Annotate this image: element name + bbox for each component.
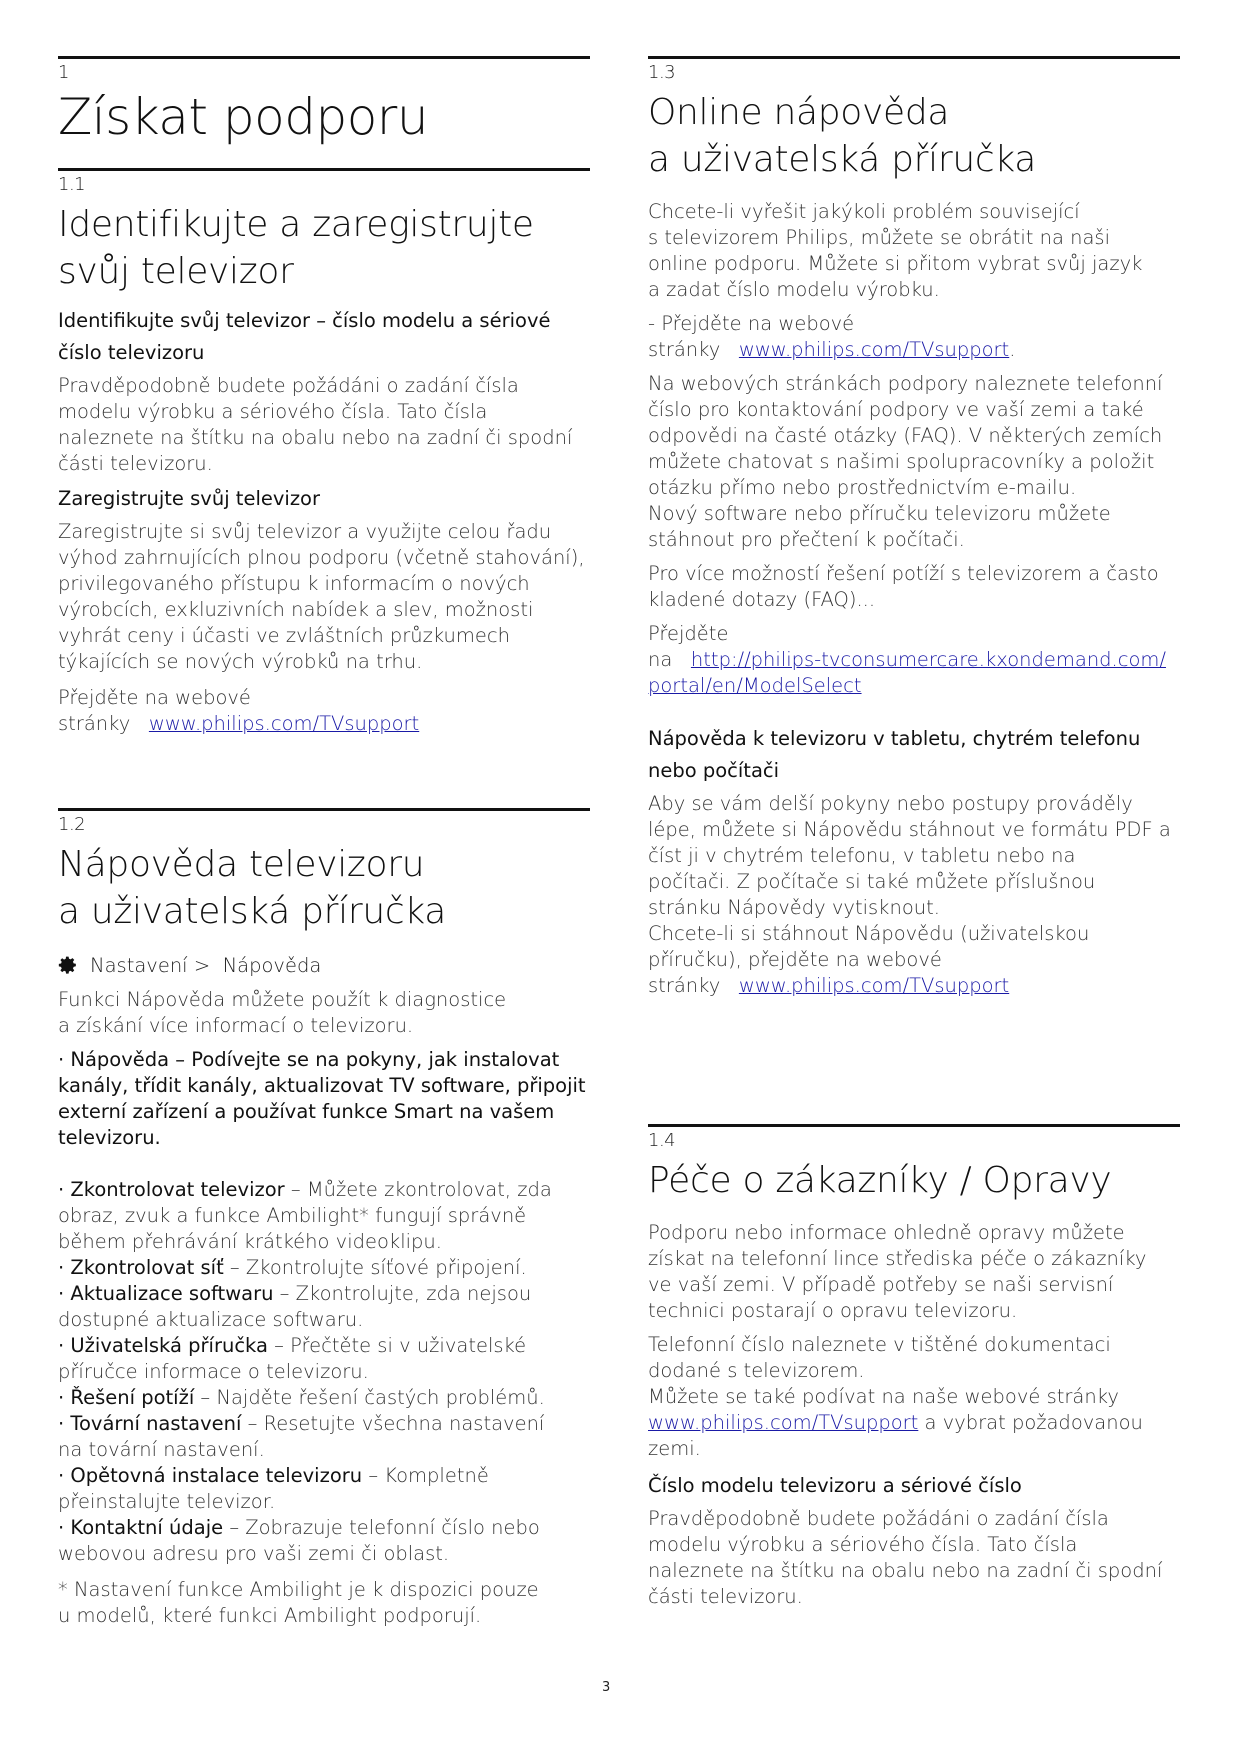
- section-title-line: a uživatelská příručka: [648, 139, 1037, 180]
- item-term: Opětovná instalace televizoru: [70, 1464, 363, 1487]
- text-line: externí zařízení a používat funkce Smart na vašem: [58, 1100, 555, 1123]
- paragraph-phone: [648, 1332, 1180, 1462]
- text-line: [648, 647, 1180, 673]
- list-item: · Tovární nastavení – Resetujte všechna nastavení na tovární nastavení.: [58, 1411, 590, 1463]
- item-term: Zkontrolovat síť: [70, 1256, 224, 1279]
- help-feature-list: [58, 1177, 590, 1567]
- text-line: vyhrát ceny i účasti ve zvláštních průzkumech: [58, 624, 510, 647]
- text-line: [648, 673, 1180, 699]
- item-term: Řešení potíží: [70, 1386, 195, 1409]
- text-line: modelu výrobku a sériového čísla. Tato čísla: [648, 1533, 1078, 1556]
- paragraph-pdf: [648, 791, 1180, 999]
- text-line: a získání více informací o televizoru.: [58, 1014, 414, 1037]
- section-title-line: a uživatelská příručka: [58, 891, 447, 932]
- section-number: 1.4: [648, 1130, 676, 1151]
- list-item-napoveda: [58, 1047, 590, 1151]
- text-line: Zaregistrujte si svůj televizor a využijte celou řadu: [58, 520, 552, 543]
- section-rule: [648, 1124, 1180, 1127]
- tvsupport-link[interactable]: www.philips.com/TVsupport: [738, 338, 1010, 361]
- text-line: Telefonní číslo naleznete v tištěné dokumentaci: [648, 1333, 1111, 1356]
- text-line: dodané s televizorem.: [648, 1359, 865, 1382]
- subheading-register: Zaregistrujte svůj televizor: [58, 487, 321, 510]
- item-desc: – Resetujte všechna nastavení: [241, 1412, 545, 1435]
- subheading-line: Identifikujte svůj televizor – číslo modelu a sériové: [58, 309, 551, 332]
- text-line: stáhnout pro přečtení k počítači.: [648, 528, 965, 551]
- text-line: modelu výrobku a sériového čísla. Tato čísla: [58, 400, 488, 423]
- text-line: [648, 973, 1180, 999]
- text-line: Funkci Nápověda můžete použít k diagnostice: [58, 988, 507, 1011]
- text-line: týkajících se nových výrobků na trhu.: [58, 650, 423, 673]
- consumercare-link[interactable]: http://philips-tvconsumercare.kxondemand.com/: [690, 648, 1166, 671]
- link-prefix: stránky: [58, 712, 131, 735]
- text-line: [648, 337, 1180, 363]
- section-title-line: Nápověda televizoru: [58, 844, 425, 885]
- text-line: Můžete se také podívat na naše webové stránky: [648, 1385, 1119, 1408]
- text-line: otázku přímo nebo prostřednictvím e-mailu.: [648, 476, 1077, 499]
- paragraph-register: [58, 519, 590, 675]
- text-line: kanály, třídit kanály, aktualizovat TV software, připojit: [58, 1074, 586, 1097]
- section-rule: [648, 56, 1180, 59]
- text-line: získat na telefonní lince střediska péče o zákazníky: [648, 1247, 1147, 1270]
- section-number: 1.3: [648, 62, 676, 83]
- item-desc: – Zkontrolujte, zda nejsou: [273, 1282, 532, 1305]
- text-line: Nový software nebo příručku televizoru můžete: [648, 502, 1111, 525]
- text-line: stránku Nápovědy vytisknout.: [648, 896, 940, 919]
- section-title-line: Online nápověda: [648, 92, 950, 133]
- paragraph-model-serial: [648, 1506, 1180, 1610]
- section-title-line: Identifikujte a zaregistrujte: [58, 204, 534, 245]
- goto-website: [648, 311, 1180, 363]
- text-line: výrobcích, exkluzivních nabídek a slev, možnosti: [58, 598, 534, 621]
- link-prefix: na: [648, 648, 673, 671]
- text-line: Pro více možností řešení potíží s televizorem a často: [648, 562, 1159, 585]
- item-desc: – Zobrazuje telefonní číslo nebo: [223, 1516, 540, 1539]
- subheading-tablet: [648, 723, 1180, 787]
- text-line: a zadat číslo modelu výrobku.: [648, 278, 940, 301]
- text-line: můžete chatovat s našimi spolupracovníky a položit: [648, 450, 1155, 473]
- text-line: · Nápověda – Podívejte se na pokyny, jak instalovat: [58, 1048, 560, 1071]
- text-line: technici postarají o opravu televizoru.: [648, 1299, 1018, 1322]
- paragraph-faq: [648, 561, 1180, 613]
- text-after-link: a vybrat požadovanou: [918, 1411, 1143, 1434]
- section-number: 1.2: [58, 814, 86, 835]
- item-term: Zkontrolovat televizor: [70, 1178, 285, 1201]
- list-item: · Zkontrolovat síť – Zkontrolujte síťové připojení.: [58, 1256, 527, 1279]
- text-line: příručku), přejděte na webové: [648, 948, 942, 971]
- text-line: části televizoru.: [648, 1585, 803, 1608]
- chapter-number: 1: [58, 62, 69, 83]
- text-line: u modelů, které funkci Ambilight podporují.: [58, 1604, 482, 1627]
- section-title: [648, 89, 1180, 183]
- paragraph-support-site: [648, 371, 1180, 553]
- list-item: · Aktualizace softwaru – Zkontrolujte, zda nejsou dostupné aktualizace softwaru.: [58, 1281, 590, 1333]
- text-line: privilegovaného přístupu k informacím o nových: [58, 572, 530, 595]
- link-prefix: stránky: [648, 974, 721, 997]
- subheading-line: číslo televizoru: [58, 341, 205, 364]
- text-line: s televizorem Philips, můžete se obrátit na naši: [648, 226, 1110, 249]
- item-desc: – Přečtěte si v uživatelské: [267, 1334, 527, 1357]
- text-line: odpovědi na časté otázky (FAQ). V některých zemích: [648, 424, 1163, 447]
- text-line: Aby se vám delší pokyny nebo postupy prováděly: [648, 792, 1133, 815]
- tvsupport-link[interactable]: www.philips.com/TVsupport: [648, 1411, 919, 1434]
- chapter-title: Získat podporu: [58, 88, 429, 146]
- text-line: - Přejděte na webové: [648, 312, 855, 335]
- section-1-2: [58, 808, 590, 1629]
- text-line: naleznete na štítku na obalu nebo na zadní či spodní: [58, 426, 573, 449]
- text-line: Podporu nebo informace ohledně opravy můžete: [648, 1221, 1125, 1244]
- subheading-model-serial: Číslo modelu televizoru a sériové číslo: [648, 1474, 1022, 1497]
- paragraph-online-support: [648, 199, 1180, 303]
- subheading-line: Nápověda k televizoru v tabletu, chytrém telefonu: [648, 727, 1141, 750]
- item-desc: – Najděte řešení častých problémů.: [194, 1386, 545, 1409]
- page-number: 3: [602, 1680, 611, 1695]
- breadcrumb: [58, 953, 590, 979]
- text-line: počítači. Z počítače si také můžete příslušnou: [648, 870, 1096, 893]
- item-desc: příručce informace o televizoru.: [58, 1360, 369, 1383]
- text-line: [648, 1410, 1180, 1436]
- section-rule: [58, 168, 590, 171]
- text-line: číslo pro kontaktování podpory ve vaší zemi a také: [648, 398, 1144, 421]
- gear-icon: [58, 955, 78, 975]
- subheading-identify: [58, 305, 590, 369]
- section-title: [58, 841, 590, 935]
- item-desc: obraz, zvuk a funkce Ambilight* fungují správně: [58, 1204, 527, 1227]
- item-desc: přeinstalujte televizor.: [58, 1490, 276, 1513]
- text-line: Na webových stránkách podpory naleznete telefonní: [648, 372, 1163, 395]
- text-line: zemi.: [648, 1437, 701, 1460]
- section-1-3: [648, 56, 1180, 999]
- item-term: Aktualizace softwaru: [70, 1282, 274, 1305]
- text-line: Pravděpodobně budete požádáni o zadání čísla: [58, 374, 519, 397]
- item-desc: – Kompletně: [362, 1464, 489, 1487]
- section-1-4: [648, 1124, 1180, 1610]
- item-desc: webovou adresu pro vaši zemi či oblast.: [58, 1542, 450, 1565]
- footnote: [58, 1577, 590, 1629]
- subheading-line: nebo počítači: [648, 759, 780, 782]
- list-item: · Opětovná instalace televizoru – Kompletně přeinstalujte televizor.: [58, 1463, 590, 1515]
- paragraph-repair: [648, 1220, 1180, 1324]
- section-title-line: svůj televizor: [58, 251, 294, 292]
- text-line: číst ji v chytrém telefonu, v tabletu nebo na: [648, 844, 1076, 867]
- text-line: * Nastavení funkce Ambilight je k dispozici pouze: [58, 1578, 539, 1601]
- tvsupport-link[interactable]: www.philips.com/TVsupport: [738, 974, 1010, 997]
- goto-website: [58, 685, 590, 737]
- section-1-1: [58, 168, 590, 737]
- breadcrumb-item-help: Nápověda: [222, 954, 322, 977]
- item-term: Uživatelská příručka: [70, 1334, 268, 1357]
- breadcrumb-item-settings: Nastavení: [90, 954, 188, 977]
- list-item: · Uživatelská příručka – Přečtěte si v uživatelské příručce informace o televizoru.: [58, 1333, 590, 1385]
- text-line: kladené dotazy (FAQ)...: [648, 588, 876, 611]
- punctuation: .: [1009, 338, 1016, 361]
- list-item: · Kontaktní údaje – Zobrazuje telefonní číslo nebo webovou adresu pro vaši zemi či oblast.: [58, 1515, 590, 1567]
- section-number: 1.1: [58, 174, 86, 195]
- text-line: online podporu. Můžete si přitom vybrat svůj jazyk: [648, 252, 1143, 275]
- section-title: Péče o zákazníky / Opravy: [648, 1160, 1112, 1201]
- item-term: Kontaktní údaje: [70, 1516, 224, 1539]
- text-line: Přejděte na webové: [58, 686, 251, 709]
- text-line: Přejděte: [648, 622, 729, 645]
- goto-consumercare: [648, 621, 1180, 699]
- text-line: Chcete-li vyřešit jakýkoli problém související: [648, 200, 1080, 223]
- paragraph-identify: [58, 373, 590, 477]
- item-desc: – Zkontrolujte síťové připojení.: [223, 1256, 527, 1279]
- tvsupport-link[interactable]: www.philips.com/TVsupport: [148, 712, 420, 735]
- item-desc: dostupné aktualizace softwaru.: [58, 1308, 364, 1331]
- list-item: · Řešení potíží – Najděte řešení častých problémů.: [58, 1386, 545, 1409]
- breadcrumb-separator: >: [193, 954, 211, 977]
- text-line: části televizoru.: [58, 452, 213, 475]
- text-line: ve vaší zemi. V případě potřeby se naši servisní: [648, 1273, 1114, 1296]
- item-term: Tovární nastavení: [70, 1412, 242, 1435]
- paragraph-intro: [58, 987, 590, 1039]
- text-line: Pravděpodobně budete požádáni o zadání čísla: [648, 1507, 1109, 1530]
- text-line: [58, 711, 590, 737]
- section-rule: [58, 808, 590, 811]
- section-title: [58, 201, 590, 295]
- consumercare-link-cont[interactable]: portal/en/ModelSelect: [648, 674, 862, 697]
- left-column: [58, 56, 590, 1627]
- text-line: naleznete na štítku na obalu nebo na zadní či spodní: [648, 1559, 1163, 1582]
- chapter-rule: [58, 56, 590, 59]
- text-line: výhod zahrnujících plnou podporu (včetně stahování),: [58, 546, 585, 569]
- text-line: lépe, můžete si Nápovědu stáhnout ve formátu PDF a: [648, 818, 1171, 841]
- item-desc: na tovární nastavení.: [58, 1438, 265, 1461]
- text-line: Chcete-li si stáhnout Nápovědu (uživatelskou: [648, 922, 1090, 945]
- item-desc: – Můžete zkontrolovat, zda: [284, 1178, 552, 1201]
- text-line: televizoru.: [58, 1126, 161, 1149]
- item-desc: během přehrávání krátkého videoklipu.: [58, 1230, 442, 1253]
- link-prefix: stránky: [648, 338, 721, 361]
- list-item: · Zkontrolovat televizor – Můžete zkontrolovat, zda obraz, zvuk a funkce Ambilight* fungují správně během přehrávání krátkého videoklipu.: [58, 1177, 590, 1255]
